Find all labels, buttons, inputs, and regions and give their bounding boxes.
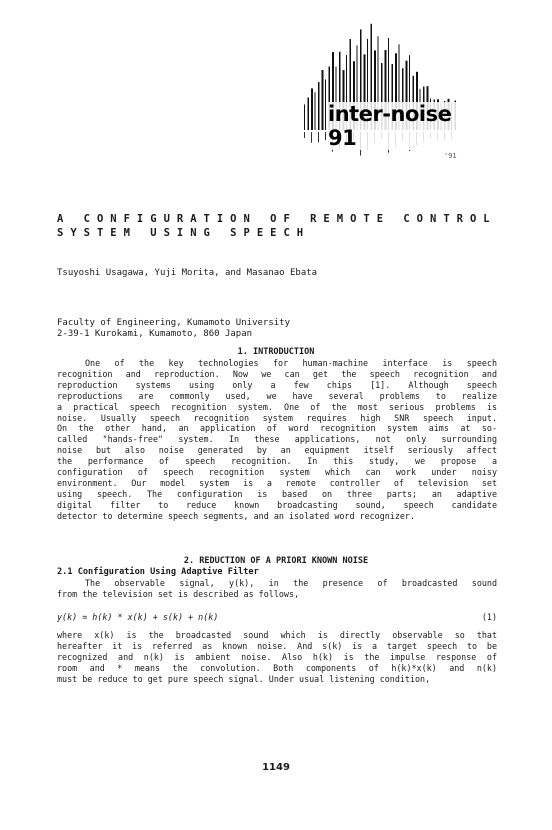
text-line: room and * means the convolution. Both components of h(k)*x(k) and n(k) <box>57 662 497 673</box>
text-line: where x(k) is the broadcasted sound which is directly observable so that <box>57 630 497 640</box>
section-2-body-a <box>57 578 497 600</box>
paper-title <box>57 212 497 240</box>
text-line: hereafter it is referred as known noise. And s(k) is a target speech to be <box>57 640 497 651</box>
authors: Tsuyoshi Usagawa, Yuji Morita, and Masanao Ebata <box>57 268 318 278</box>
logo-bar-reflection <box>318 132 319 142</box>
logo-subtext: '91 <box>444 152 457 160</box>
text-line: environment. Our model system is a remote controller of television set <box>57 477 497 488</box>
text-line: On the other hand, an application of word recognition system aims at so- <box>57 423 497 434</box>
logo-bar-reflection <box>311 132 312 143</box>
logo-bar <box>304 104 305 130</box>
text-line: a practical speech recognition system. One of the most serious problems is <box>57 401 497 412</box>
text-line: detector to determine speech segments, and an isolated word recognizer. <box>57 510 415 521</box>
conference-logo <box>300 18 462 158</box>
text-line: recognition and reproduction. Now we can get the speech recognition and <box>57 368 497 379</box>
text-line: The observable signal, y(k), in the presence of broadcasted sound <box>85 578 497 588</box>
text-line: reproductions are commonly used, we have several problems to realize <box>57 390 497 401</box>
page-number: 1149 <box>262 762 290 773</box>
text-line: recognized and n(k) is ambient noise. Also h(k) is the impulse response of <box>57 651 497 662</box>
logo-bar-reflection <box>304 132 305 138</box>
text-line: reproduction systems using only a few chips [1]. Although speech <box>57 379 497 390</box>
equation-1-number: (1) <box>481 612 497 622</box>
logo-bar <box>318 82 320 130</box>
equation-1-text: y(k) = h(k) * x(k) + s(k) + n(k) <box>57 612 219 622</box>
logo-bar <box>308 98 310 131</box>
section-2-body-b <box>57 630 497 685</box>
text-line: digital filter to reduce known broadcasting sound, speech candidate <box>57 499 497 510</box>
subsection-2-1-heading: 2.1 Configuration Using Adaptive Filter <box>57 567 259 577</box>
text-line: from the television set is described as follows, <box>57 588 300 599</box>
paper-title-line-2: SYSTEM USING SPEECH <box>57 227 311 239</box>
text-line: the performance of speech recognition. In this study, we propose a <box>57 456 497 467</box>
text-line: must be reduce to get pure speech signal. Under usual listening condition, <box>57 673 431 684</box>
text-line: noise but also noise generated by an equipment itself seriously affect <box>57 445 497 456</box>
text-line: called "hands-free" system. In these applications, not only surrounding <box>57 434 497 445</box>
section-1-body <box>57 358 497 522</box>
text-line: using speech. The configuration is based on three parts; an adaptive <box>57 488 497 499</box>
logo-bar <box>311 88 313 130</box>
affiliation-line-1: Faculty of Engineering, Kumamoto University <box>57 318 290 328</box>
text-line: configuration of speech recognition system which can work under noisy <box>57 467 497 478</box>
section-2-heading: 2. REDUCTION OF A PRIORI KNOWN NOISE <box>183 556 369 566</box>
affiliation-line-2: 2-39-1 Kurokami, Kumamoto, 860 Japan <box>57 329 253 339</box>
text-line: noise. Usually speech recognition system requires high SNR speech input. <box>57 412 497 423</box>
paper-title-line-1: A CONFIGURATION OF REMOTE CONTROL <box>57 213 497 225</box>
logo-bar <box>315 92 316 130</box>
logo-text: inter-noise 91 <box>326 102 462 150</box>
text-line: One of the key technologies for human-machine interface is speech <box>85 358 497 368</box>
equation-1 <box>57 612 497 622</box>
logo-bar <box>322 70 324 130</box>
affiliation <box>57 318 290 340</box>
section-1-heading: 1. INTRODUCTION <box>237 347 315 357</box>
